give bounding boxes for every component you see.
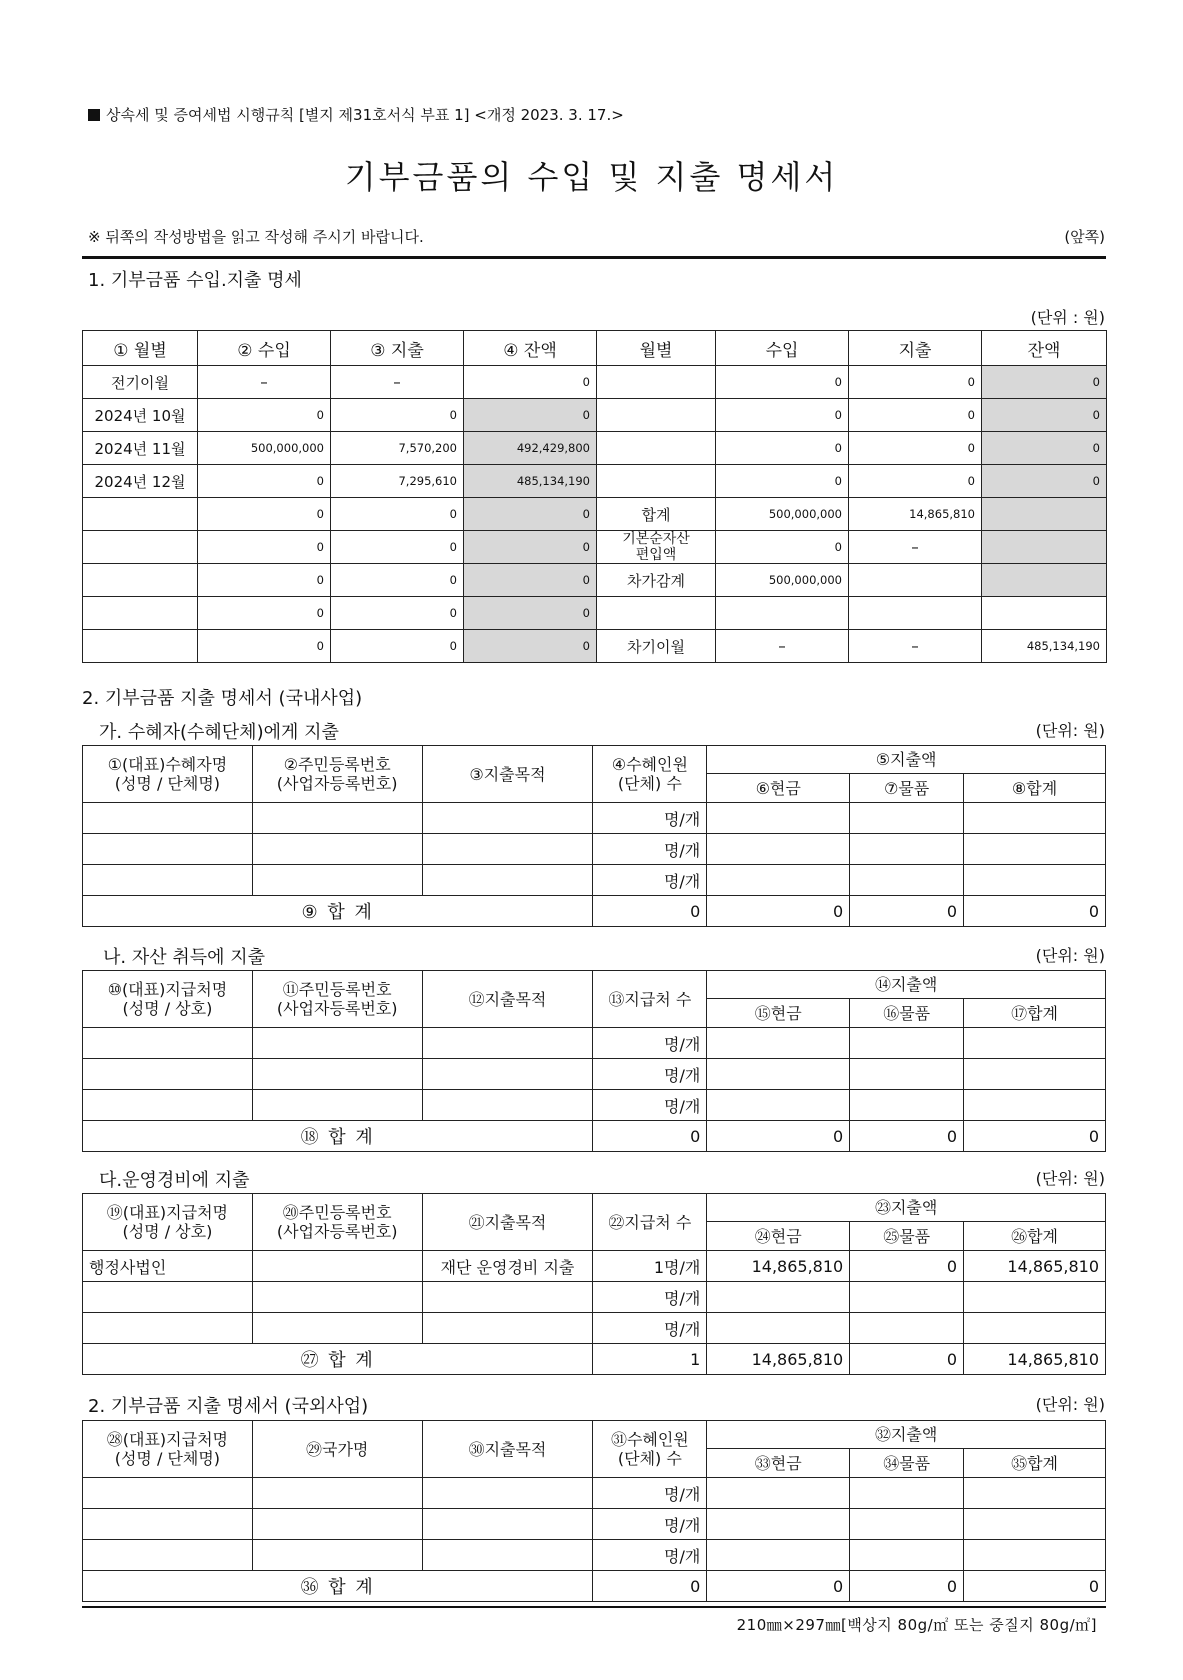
column-header: ㉖합계 — [964, 1222, 1106, 1251]
table-cell: 0 — [850, 1251, 964, 1282]
table-cell: 0 — [464, 597, 597, 630]
overseas-expense-table — [82, 1420, 1106, 1602]
table-cell — [597, 465, 716, 498]
section2c-title: 다.운영경비에 지출 — [99, 1170, 250, 1191]
column-header: ⑦물품 — [850, 774, 964, 803]
table-cell — [597, 597, 716, 630]
table-cell: 492,429,800 — [464, 432, 597, 465]
table-cell: 14,865,810 — [964, 1251, 1106, 1282]
table-row — [83, 531, 1107, 564]
table-cell — [982, 498, 1107, 531]
column-header: ㉘(대표)지급처명 (성명 / 단체명) — [83, 1421, 253, 1478]
column-header-amount: ㉓지출액 — [707, 1194, 1106, 1222]
column-header-amount: ⑤지출액 — [707, 746, 1106, 774]
table-cell — [849, 597, 982, 630]
table-cell — [707, 834, 850, 865]
column-header-amount: ㉜지출액 — [707, 1421, 1106, 1449]
table-cell: 0 — [331, 597, 464, 630]
section2b-unit: (단위: 원) — [1035, 946, 1105, 965]
column-header: ㉟합계 — [964, 1449, 1106, 1478]
table-cell — [83, 630, 198, 663]
form-reference — [88, 104, 624, 125]
column-header: 지출 — [849, 331, 982, 366]
table-row — [83, 1540, 1106, 1571]
table-row — [83, 1090, 1106, 1121]
column-header: ③ 지출 — [331, 331, 464, 366]
table-cell — [850, 1313, 964, 1344]
column-header: ⑬지급처 수 — [593, 971, 707, 1028]
total-cell: 0 — [593, 1121, 707, 1152]
table-cell — [83, 531, 198, 564]
table-cell: 0 — [331, 630, 464, 663]
table-cell — [716, 597, 849, 630]
column-header: ⑪주민등록번호 (사업자등록번호) — [252, 971, 422, 1028]
table-cell — [850, 1540, 964, 1571]
table-cell — [252, 1282, 422, 1313]
table-cell — [964, 1478, 1106, 1509]
table-cell: 0 — [716, 531, 849, 564]
table-cell — [982, 597, 1107, 630]
total-cell: 0 — [707, 1121, 850, 1152]
total-cell: 14,865,810 — [964, 1344, 1106, 1375]
total-row — [83, 1571, 1106, 1602]
column-header: ㉙국가명 — [252, 1421, 422, 1478]
column-header: ④수혜인원 (단체) 수 — [593, 746, 707, 803]
table-cell: 명/개 — [593, 1282, 707, 1313]
column-header: ④ 잔액 — [464, 331, 597, 366]
table-cell: 0 — [849, 366, 982, 399]
table-cell: 차기이월 — [597, 630, 716, 663]
column-header: ⑲(대표)지급처명 (성명 / 상호) — [83, 1194, 253, 1251]
table-cell — [850, 834, 964, 865]
table-cell — [597, 399, 716, 432]
table-cell — [850, 1028, 964, 1059]
table-cell: – — [198, 366, 331, 399]
total-cell: 1 — [593, 1344, 707, 1375]
table-row — [83, 1313, 1106, 1344]
table-row — [83, 630, 1107, 663]
table-cell: – — [849, 531, 982, 564]
table-cell: 기본순자산 편입액 — [597, 531, 716, 564]
table-cell — [83, 1478, 253, 1509]
table-row — [83, 803, 1106, 834]
table-row — [83, 1028, 1106, 1059]
table-cell — [850, 803, 964, 834]
table-cell — [707, 865, 850, 896]
table-cell: 0 — [716, 399, 849, 432]
table-cell: 0 — [849, 465, 982, 498]
table-cell: 명/개 — [593, 1059, 707, 1090]
table-cell: 0 — [198, 531, 331, 564]
table-cell — [982, 531, 1107, 564]
total-cell: 0 — [593, 896, 707, 927]
table-cell: 2024년 10월 — [83, 399, 198, 432]
table-cell — [964, 834, 1106, 865]
column-header: ㉑지출목적 — [422, 1194, 593, 1251]
table-cell — [252, 834, 422, 865]
table-cell — [252, 803, 422, 834]
table-row — [83, 399, 1107, 432]
table-cell — [964, 1509, 1106, 1540]
table-cell: 명/개 — [593, 865, 707, 896]
column-header: ⑮현금 — [707, 999, 850, 1028]
column-header: ⑧합계 — [964, 774, 1106, 803]
table-cell: 명/개 — [593, 1028, 707, 1059]
total-cell: 0 — [707, 896, 850, 927]
table-cell: 0 — [464, 630, 597, 663]
table-cell — [83, 597, 198, 630]
table-cell — [422, 1478, 593, 1509]
table-cell: 485,134,190 — [982, 630, 1107, 663]
table-row — [83, 1251, 1106, 1282]
section3-title: 2. 기부금품 지출 명세서 (국외사업) — [88, 1396, 369, 1417]
table-row — [83, 1478, 1106, 1509]
table-cell — [982, 564, 1107, 597]
section2c-unit: (단위: 원) — [1035, 1169, 1105, 1188]
table-cell — [707, 1282, 850, 1313]
column-header: ⑰합계 — [964, 999, 1106, 1028]
table-cell: 7,295,610 — [331, 465, 464, 498]
table-cell: 0 — [464, 564, 597, 597]
table-cell: 0 — [331, 531, 464, 564]
table-cell — [422, 834, 593, 865]
table-cell: 0 — [331, 399, 464, 432]
table-cell: 0 — [982, 465, 1107, 498]
total-row — [83, 1344, 1106, 1375]
table-cell — [849, 564, 982, 597]
square-bullet-icon — [88, 109, 100, 121]
asset-expense-table — [82, 970, 1106, 1152]
table-cell — [707, 1540, 850, 1571]
table-cell — [252, 1540, 422, 1571]
table-row — [83, 498, 1107, 531]
table-cell — [83, 834, 253, 865]
column-header: 수입 — [716, 331, 849, 366]
table-cell: 명/개 — [593, 1540, 707, 1571]
table-cell: 0 — [464, 531, 597, 564]
table-cell — [422, 1313, 593, 1344]
table-cell — [707, 1028, 850, 1059]
table-cell — [83, 564, 198, 597]
table-cell: 7,570,200 — [331, 432, 464, 465]
table-cell: 500,000,000 — [716, 564, 849, 597]
column-header: ㉕물품 — [850, 1222, 964, 1251]
table-cell — [707, 1090, 850, 1121]
column-header: ⑫지출목적 — [422, 971, 593, 1028]
column-header: ① 월별 — [83, 331, 198, 366]
table-cell: 0 — [464, 399, 597, 432]
table-cell — [707, 1059, 850, 1090]
table-cell — [252, 1028, 422, 1059]
table-cell: 0 — [716, 432, 849, 465]
table-cell — [964, 1313, 1106, 1344]
total-row — [83, 1121, 1106, 1152]
table-cell — [964, 1090, 1106, 1121]
total-cell: 0 — [850, 1344, 964, 1375]
table-cell — [964, 803, 1106, 834]
table-cell: 0 — [849, 432, 982, 465]
table-row — [83, 366, 1107, 399]
table-cell — [707, 1509, 850, 1540]
table-row — [83, 564, 1107, 597]
section3-unit: (단위: 원) — [1035, 1395, 1105, 1414]
table-cell: 재단 운영경비 지출 — [422, 1251, 593, 1282]
table-cell — [422, 1540, 593, 1571]
table-row — [83, 465, 1107, 498]
table-cell: 0 — [198, 498, 331, 531]
table-row — [83, 432, 1107, 465]
section1-unit: (단위 : 원) — [1030, 308, 1105, 327]
table-cell — [850, 1059, 964, 1090]
table-cell: 500,000,000 — [198, 432, 331, 465]
column-header: ②주민등록번호 (사업자등록번호) — [252, 746, 422, 803]
table-cell — [707, 1313, 850, 1344]
table-cell — [83, 803, 253, 834]
table-cell: 명/개 — [593, 1478, 707, 1509]
total-label: ⑨ 합 계 — [83, 896, 593, 927]
column-header: ⑯물품 — [850, 999, 964, 1028]
header-row — [83, 1194, 1106, 1222]
form-reference-text: 상속세 및 증여세법 시행규칙 [별지 제31호서식 부표 1] <개정 2023. 3. 17.> — [106, 106, 624, 124]
table-row — [83, 597, 1107, 630]
table-cell — [850, 1090, 964, 1121]
table-cell: 1명/개 — [593, 1251, 707, 1282]
table-cell: 0 — [331, 564, 464, 597]
table-cell: 0 — [716, 366, 849, 399]
header-row — [83, 1421, 1106, 1449]
table-row — [83, 1509, 1106, 1540]
table-cell — [964, 1028, 1106, 1059]
section2a-unit: (단위: 원) — [1035, 721, 1105, 740]
table-cell: 0 — [331, 498, 464, 531]
table-cell — [83, 1509, 253, 1540]
table-cell: 0 — [198, 630, 331, 663]
table-cell: 0 — [198, 564, 331, 597]
table-row — [83, 834, 1106, 865]
table-cell: 명/개 — [593, 834, 707, 865]
table-cell — [252, 1059, 422, 1090]
section2b-title: 나. 자산 취득에 지출 — [103, 947, 265, 968]
table-cell — [252, 1478, 422, 1509]
total-cell: 0 — [964, 1571, 1106, 1602]
title-divider — [82, 256, 1106, 259]
section2-title: 2. 기부금품 지출 명세서 (국내사업) — [82, 688, 363, 709]
total-cell: 0 — [964, 1121, 1106, 1152]
table-cell: 14,865,810 — [707, 1251, 850, 1282]
column-header: 잔액 — [982, 331, 1107, 366]
page-title: 기부금품의 수입 및 지출 명세서 — [344, 158, 839, 196]
table-cell — [83, 1090, 253, 1121]
table-row — [83, 1282, 1106, 1313]
table-cell — [252, 865, 422, 896]
column-header: ③지출목적 — [422, 746, 593, 803]
income-expense-table — [82, 330, 1107, 663]
paper-spec-footer: 210㎜×297㎜[백상지 80g/㎡ 또는 중질지 80g/㎡] — [736, 1616, 1097, 1634]
total-cell: 0 — [850, 1571, 964, 1602]
table-cell — [707, 803, 850, 834]
section2a-title: 가. 수혜자(수혜단체)에게 지출 — [99, 722, 339, 743]
table-cell: 합계 — [597, 498, 716, 531]
table-cell — [850, 1478, 964, 1509]
table-cell — [597, 432, 716, 465]
table-cell: 0 — [198, 465, 331, 498]
table-header-row — [83, 331, 1107, 366]
table-cell — [964, 1059, 1106, 1090]
table-cell — [252, 1251, 422, 1282]
table-cell — [422, 803, 593, 834]
table-row — [83, 1059, 1106, 1090]
column-header: ㉝현금 — [707, 1449, 850, 1478]
total-cell: 0 — [850, 896, 964, 927]
table-cell: 0 — [982, 366, 1107, 399]
bottom-divider — [82, 1606, 1106, 1608]
table-cell: 0 — [982, 432, 1107, 465]
column-header-amount: ⑭지출액 — [707, 971, 1106, 999]
column-header: ㉚지출목적 — [422, 1421, 593, 1478]
table-cell — [83, 865, 253, 896]
column-header: ⑳주민등록번호 (사업자등록번호) — [252, 1194, 422, 1251]
table-cell — [964, 1282, 1106, 1313]
total-row — [83, 896, 1106, 927]
table-cell — [422, 1282, 593, 1313]
recipient-expense-table — [82, 745, 1106, 927]
column-header: 월별 — [597, 331, 716, 366]
table-cell: 0 — [464, 366, 597, 399]
total-label: ㉗ 합 계 — [83, 1344, 593, 1375]
column-header: ㉛수혜인원 (단체) 수 — [593, 1421, 707, 1478]
section1-title: 1. 기부금품 수입.지출 명세 — [88, 270, 302, 291]
table-cell — [83, 1059, 253, 1090]
table-cell — [83, 1313, 253, 1344]
column-header: ② 수입 — [198, 331, 331, 366]
table-cell: 0 — [464, 498, 597, 531]
table-cell: 명/개 — [593, 1313, 707, 1344]
table-cell: 0 — [198, 399, 331, 432]
column-header: ㉞물품 — [850, 1449, 964, 1478]
column-header: ①(대표)수혜자명 (성명 / 단체명) — [83, 746, 253, 803]
total-label: ㊱ 합 계 — [83, 1571, 593, 1602]
table-cell: 0 — [849, 399, 982, 432]
table-cell — [850, 865, 964, 896]
column-header: ㉒지급처 수 — [593, 1194, 707, 1251]
total-cell: 0 — [964, 896, 1106, 927]
table-cell — [850, 1282, 964, 1313]
table-cell: 명/개 — [593, 1509, 707, 1540]
table-cell: 전기이월 — [83, 366, 198, 399]
table-cell: – — [331, 366, 464, 399]
table-cell — [83, 498, 198, 531]
table-cell — [252, 1509, 422, 1540]
table-cell: 2024년 11월 — [83, 432, 198, 465]
table-cell: 0 — [716, 465, 849, 498]
column-header: ㉔현금 — [707, 1222, 850, 1251]
table-cell — [422, 865, 593, 896]
table-cell — [964, 865, 1106, 896]
table-cell — [597, 366, 716, 399]
table-cell — [422, 1028, 593, 1059]
header-row — [83, 746, 1106, 774]
table-cell: 명/개 — [593, 1090, 707, 1121]
instruction-note: ※ 뒤쪽의 작성방법을 읽고 작성해 주시기 바랍니다. — [88, 228, 424, 246]
table-cell — [83, 1282, 253, 1313]
table-cell: 14,865,810 — [849, 498, 982, 531]
table-cell: – — [716, 630, 849, 663]
table-cell: 485,134,190 — [464, 465, 597, 498]
table-cell: 2024년 12월 — [83, 465, 198, 498]
total-cell: 0 — [707, 1571, 850, 1602]
table-cell — [422, 1059, 593, 1090]
table-cell — [252, 1313, 422, 1344]
table-cell: 명/개 — [593, 803, 707, 834]
table-cell — [422, 1090, 593, 1121]
header-row — [83, 971, 1106, 999]
table-cell — [83, 1540, 253, 1571]
operating-expense-table — [82, 1193, 1106, 1375]
table-cell — [850, 1509, 964, 1540]
total-label: ⑱ 합 계 — [83, 1121, 593, 1152]
total-cell: 0 — [850, 1121, 964, 1152]
table-row — [83, 865, 1106, 896]
table-cell — [422, 1509, 593, 1540]
table-cell: 차가감계 — [597, 564, 716, 597]
table-cell: 0 — [198, 597, 331, 630]
column-header: ⑥현금 — [707, 774, 850, 803]
table-cell — [707, 1478, 850, 1509]
table-cell: – — [849, 630, 982, 663]
table-cell — [83, 1028, 253, 1059]
table-cell: 500,000,000 — [716, 498, 849, 531]
front-side-label: (앞쪽) — [1064, 228, 1105, 246]
total-cell: 0 — [593, 1571, 707, 1602]
table-cell: 0 — [982, 399, 1107, 432]
total-cell: 14,865,810 — [707, 1344, 850, 1375]
column-header: ⑩(대표)지급처명 (성명 / 상호) — [83, 971, 253, 1028]
table-cell — [252, 1090, 422, 1121]
table-cell — [964, 1540, 1106, 1571]
table-cell: 행정사법인 — [83, 1251, 253, 1282]
